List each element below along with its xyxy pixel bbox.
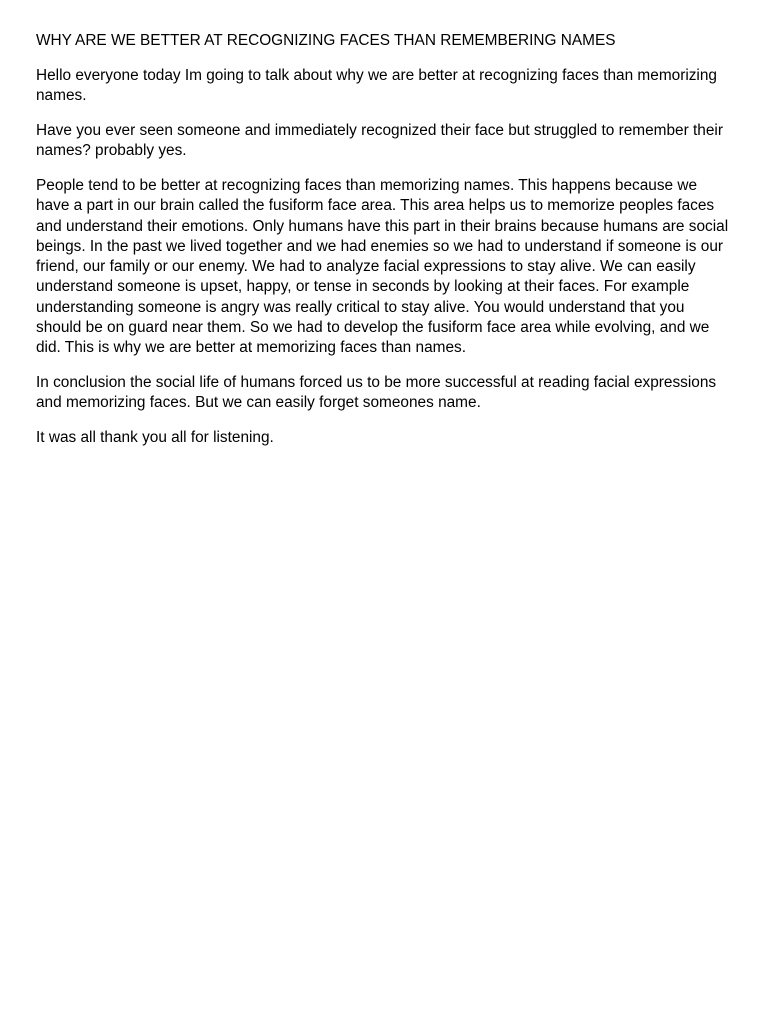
document-title: WHY ARE WE BETTER AT RECOGNIZING FACES THAN REMEMBERING NAMES — [36, 32, 616, 49]
paragraph-explanation: People tend to be better at recognizing faces than memorizing names. This happens because we have a part in our brain called the fusiform face area. This area helps us to memorize peoples faces and understand their emotions. Only humans have this part in their brains because humans are social beings. In the past we lived together and we had enemies so we had to understand if someone is our friend, our family or our enemy. We had to analyze facial expressions to stay alive. We can easily understand someone is upset, happy, or tense in seconds by looking at their faces. For example understanding someone is angry was really critical to stay alive. You would understand that you should be on guard near them. So we had to develop the fusiform face area while evolving, and we did. This is why we are better at memorizing faces than names. — [36, 176, 729, 357]
paragraph-introduction: Hello everyone today Im going to talk about why we are better at recognizing faces than memorizing names. — [36, 66, 717, 105]
paragraph-question: Have you ever seen someone and immediately recognized their face but struggled to remember their names? probably yes. — [36, 121, 723, 160]
paragraph-conclusion: In conclusion the social life of humans forced us to be more successful at reading facial expressions and memorizing faces. But we can easily forget someones name. — [36, 374, 717, 412]
paragraph-closing: It was all thank you all for listening. — [36, 429, 274, 447]
